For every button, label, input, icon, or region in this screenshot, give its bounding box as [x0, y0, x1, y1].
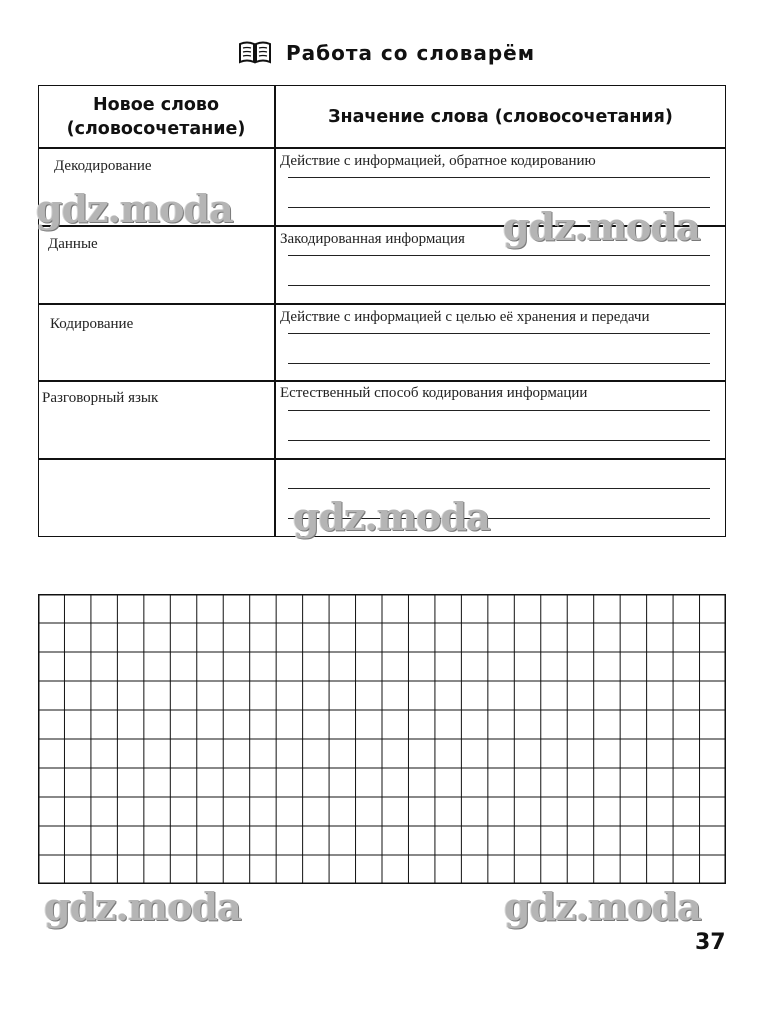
row-divider: [38, 303, 726, 305]
open-book-icon: [238, 40, 272, 66]
writing-line: [288, 488, 710, 489]
column-header-line: (словосочетание): [66, 119, 246, 139]
column-header-meaning: Значение слова (словосочетания): [328, 107, 673, 127]
page-number: 37: [695, 930, 726, 955]
watermark: gdz.moda: [293, 494, 490, 539]
column-header-line: Новое слово: [92, 95, 220, 115]
watermark: gdz.moda: [503, 204, 700, 249]
table-row-meaning: Закодированная информация: [280, 231, 465, 247]
squared-grid: [38, 594, 726, 884]
writing-line: [288, 285, 710, 286]
watermark: gdz.moda: [36, 186, 233, 231]
watermark: gdz.moda: [44, 884, 241, 929]
table-row-meaning: Действие с информацией, обратное кодированию: [280, 153, 596, 169]
watermark: gdz.moda: [504, 884, 701, 929]
page-title: Работа со словарём: [286, 41, 536, 65]
table-row-meaning: Естественный способ кодирования информации: [280, 385, 588, 401]
grid-lines: [38, 594, 726, 884]
table-row-word: Данные: [48, 236, 98, 252]
row-divider: [38, 458, 726, 460]
writing-line: [288, 177, 710, 178]
section-title: [238, 36, 535, 70]
writing-line: [288, 333, 710, 334]
column-divider: [274, 85, 276, 537]
writing-line: [288, 255, 710, 256]
dictionary-table: [38, 85, 726, 537]
column-header-new-word: [38, 93, 274, 141]
writing-line: [288, 363, 710, 364]
row-divider: [38, 147, 726, 149]
table-row-word: Кодирование: [50, 316, 134, 332]
row-divider: [38, 380, 726, 382]
table-row-meaning: Действие с информацией с целью её хранения и передачи: [280, 309, 650, 325]
writing-line: [288, 410, 710, 411]
table-row-word: Декодирование: [54, 158, 152, 174]
writing-line: [288, 440, 710, 441]
table-row-word: Разговорный язык: [42, 390, 159, 406]
